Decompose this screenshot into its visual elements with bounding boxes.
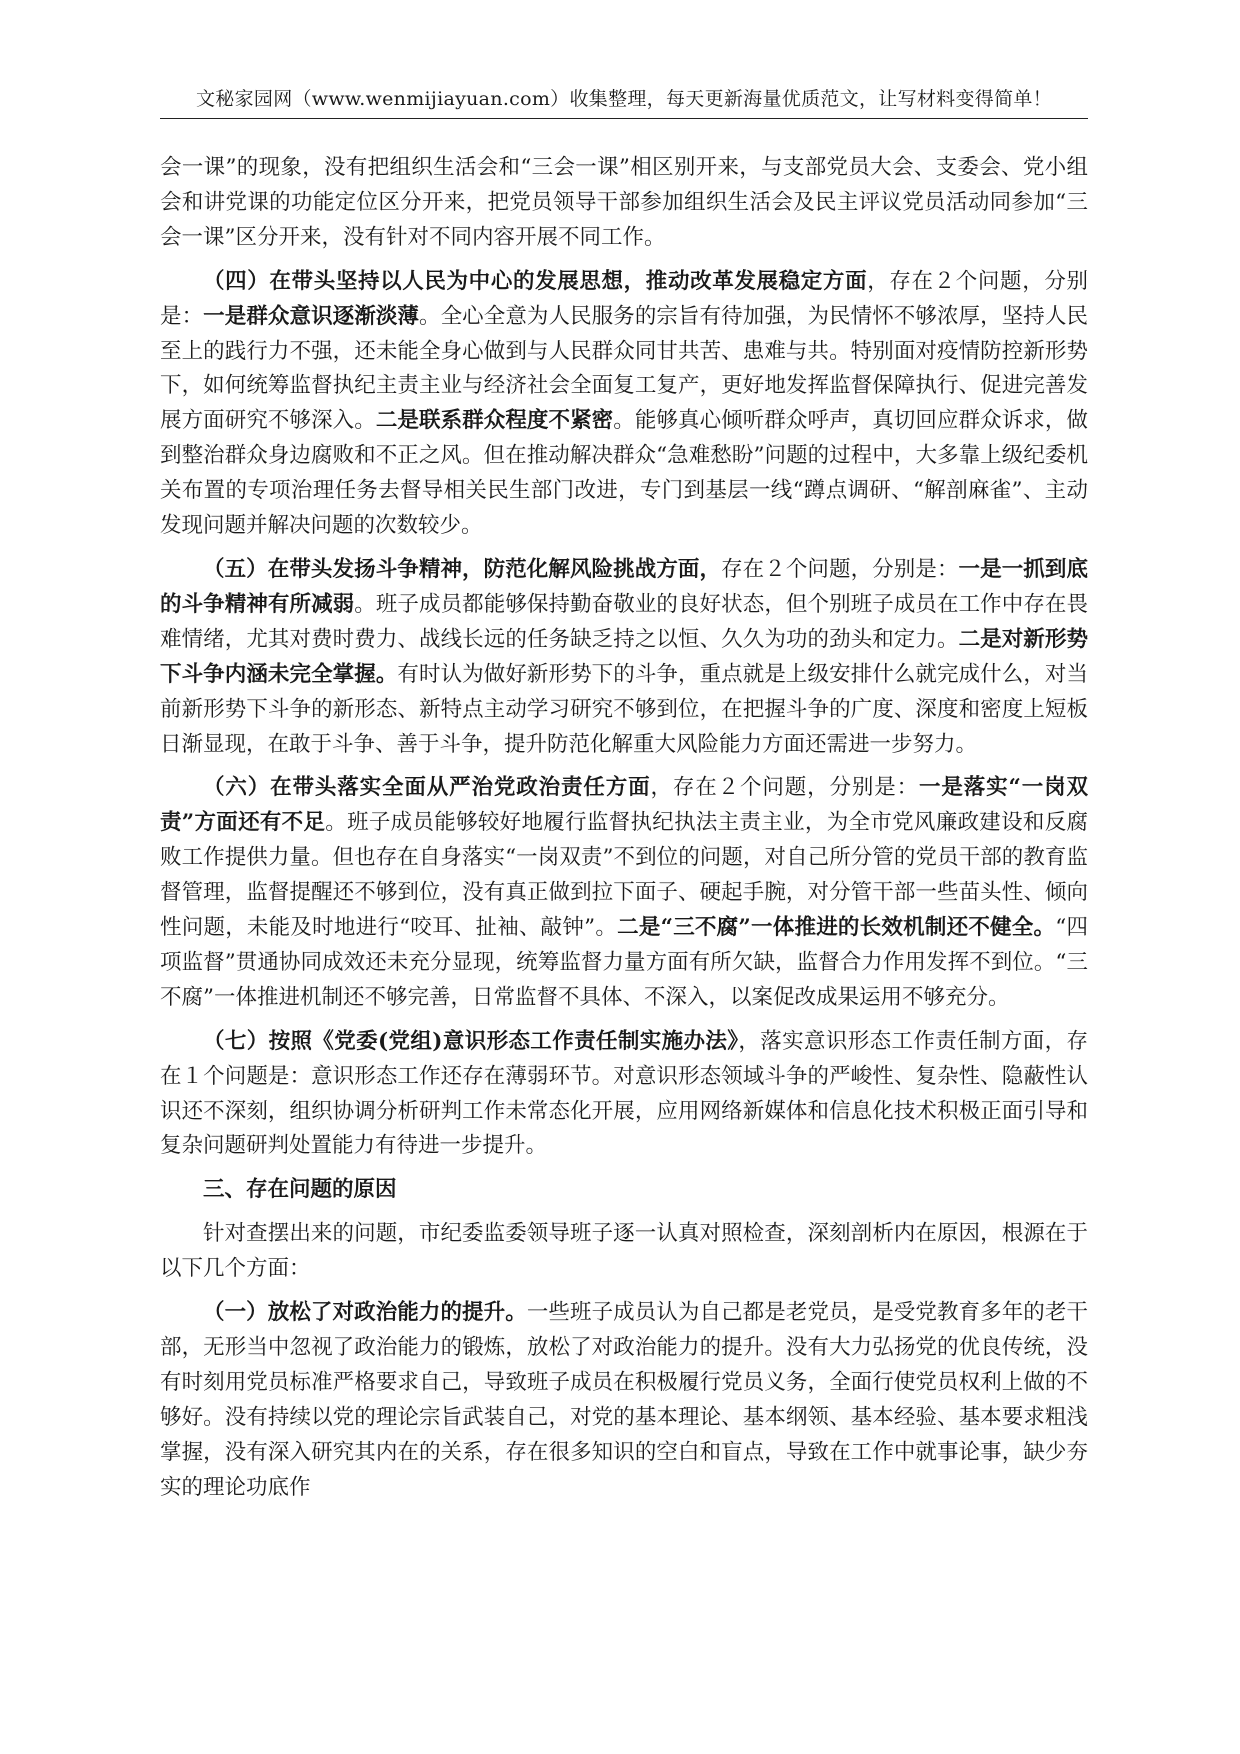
- paragraph-text: 针对查摆出来的问题，市纪委监委领导班子逐一认真对照检查，深刻剖析内在原因，根源在于以下几个方面：: [160, 1221, 1088, 1282]
- problem-title: 一是落实“一岗双责”方面还有不足: [160, 775, 1088, 836]
- paragraph-section-4: [160, 265, 1088, 544]
- paragraph-continued: [160, 151, 1088, 256]
- paragraph-section-6: [160, 771, 1088, 1015]
- paragraph-text: 一些班子成员认为自己都是老党员，是受党教育多年的老干部，无形当中忽视了政治能力的锻炼，放松了对政治能力的提升。没有大力弘扬党的优良传统，没有时刻用党员标准严格要求自己，导致班子成员在积极履行党员义务，全面行使党员权利上做的不够好。没有持续以党的理论宗旨武装自己，对党的基本理论、基本纲领、基本经验、基本要求粗浅掌握，没有深入研究其内在的关系，存在很多知识的空白和盲点，导致在工作中就事论事，缺少夯实的理论功底作: [160, 1300, 1088, 1500]
- problem-title: 二是对新形势下斗争内涵未完全掌握。: [160, 626, 1088, 687]
- paragraph-section-7: [160, 1025, 1088, 1165]
- document-body: [160, 151, 1088, 1515]
- paragraph-intro: [160, 1217, 1088, 1287]
- section-heading: （一）放松了对政治能力的提升。: [203, 1300, 527, 1326]
- paragraph-text: ，落实意识形态工作责任制方面，存在１个问题是：意识形态工作还存在薄弱环节。对意识形态领域斗争的严峻性、复杂性、隐蔽性认识还不深刻，组织协调分析研判工作未常态化开展，应用网络新媒体和信息化技术积极正面引导和复杂问题研判处置能力有待进一步提升。: [160, 1028, 1088, 1159]
- page-header: [160, 86, 1088, 119]
- problem-title: 二是联系群众程度不紧密: [375, 408, 614, 434]
- problem-title: 一是一抓到底的斗争精神有所减弱: [160, 556, 1088, 617]
- paragraph-text: 会一课”的现象，没有把组织生活会和“三会一课”相区别开来，与支部党员大会、支委会、党小组会和讲党课的功能定位区分开来，把党员领导干部参加组织生活会及民主评议党员活动同参加“三会一课”区分开来，没有针对不同内容开展不同工作。: [160, 155, 1088, 250]
- section-heading: （四）在带头坚持以人民为中心的发展思想，推动改革发展稳定方面: [203, 268, 868, 294]
- paragraph-section-5: [160, 553, 1088, 762]
- paragraph-text: 。班子成员都能够保持勤奋敬业的良好状态，但个别班子成员在工作中存在畏难情绪，尤其对费时费力、战线长远的任务缺乏持之以恒、久久为功的劲头和定力。: [160, 591, 1088, 652]
- header-text: 文秘家园网（www.wenmijiayuan.com）收集整理，每天更新海量优质范文，让写材料变得简单！: [196, 88, 1052, 110]
- chapter-heading-text: 三、存在问题的原因: [203, 1177, 397, 1203]
- paragraph-text: “四项监督”贯通协同成效还未充分显现，统筹监督力量方面有所欠缺，监督合力作用发挥不到位。“三不腐”一体推进机制还不够完善，日常监督不具体、不深入，以案促改成果运用不够充分。: [160, 915, 1088, 1010]
- problem-title: 一是群众意识逐渐淡薄: [203, 303, 419, 329]
- section-heading: （七）按照《党委(党组)意识形态工作责任制实施办法》: [203, 1028, 739, 1054]
- paragraph-text: 。全心全意为人民服务的宗旨有待加强，为民情怀不够浓厚，坚持人民至上的践行力不强，还未能全身心做到与人民群众同甘共苦、患难与共。特别面对疫情防控新形势下，如何统筹监督执纪主责主业与经济社会全面复工复产，更好地发挥监督保障执行、促进完善发展方面研究不够深入。: [160, 303, 1088, 434]
- paragraph-text: 。班子成员能够较好地履行监督执纪执法主责主业，为全市党风廉政建设和反腐败工作提供力量。但也存在自身落实“一岗双责”不到位的问题，对自己所分管的党员干部的教育监督管理，监督提醒还不够到位，没有真正做到拉下面子、硬起手腕，对分管干部一些苗头性、倾向性问题，未能及时地进行“咬耳、扯袖、敲钟”。: [160, 810, 1088, 941]
- paragraph-text: 存在２个问题，分别是：: [721, 556, 959, 582]
- problem-title: 二是“三不腐”一体推进的长效机制还不健全。: [617, 915, 1056, 941]
- paragraph-text: 有时认为做好新形势下的斗争，重点就是上级安排什么就完成什么，对当前新形势下斗争的新形态、新特点主动学习研究不够到位，在把握斗争的广度、深度和密度上短板日渐显现，在敢于斗争、善于斗争，提升防范化解重大风险能力方面还需进一步努力。: [160, 661, 1088, 757]
- chapter-heading: [160, 1173, 1088, 1208]
- section-heading: （六）在带头落实全面从严治党政治责任方面: [203, 775, 651, 801]
- paragraph-text: 。能够真心倾听群众呼声，真切回应群众诉求，做到整治群众身边腐败和不正之风。但在推动解决群众“急难愁盼”问题的过程中，大多靠上级纪委机关布置的专项治理任务去督导相关民生部门改进，专门到基层一线“蹲点调研、“解剖麻雀”、主动发现问题并解决问题的次数较少。: [160, 408, 1088, 539]
- section-heading: （五）在带头发扬斗争精神，防范化解风险挑战方面，: [203, 556, 722, 582]
- paragraph-text: ，存在２个问题，分别是：: [160, 268, 1088, 329]
- paragraph-cause-1: [160, 1296, 1088, 1505]
- paragraph-text: ，存在２个问题，分别是：: [650, 775, 919, 801]
